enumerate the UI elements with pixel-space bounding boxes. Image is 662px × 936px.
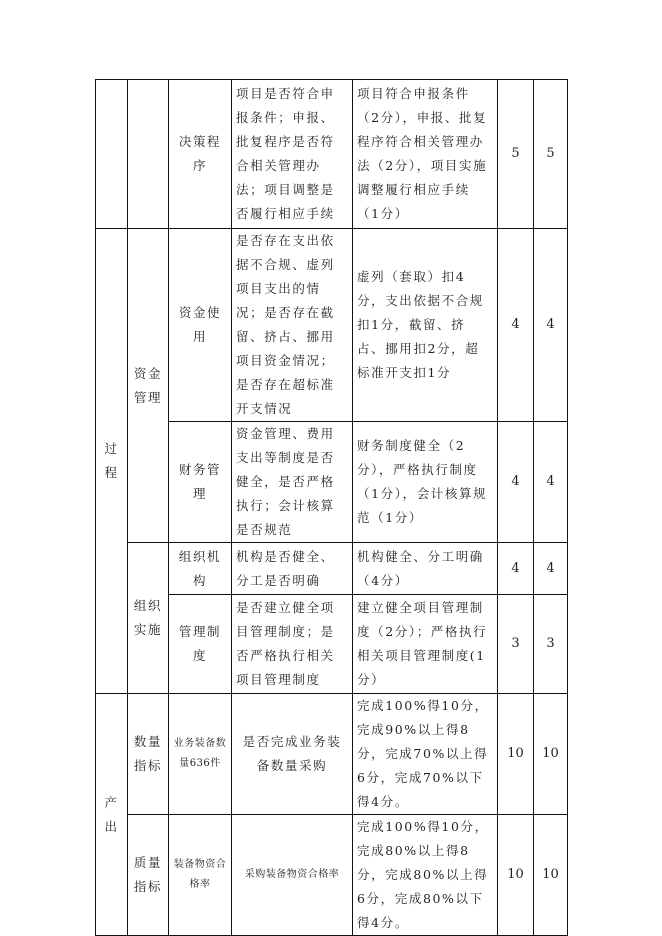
indicator-cell: 决策程序 [169,80,232,229]
level2-cell: 数量指标 [128,694,169,815]
criteria-cell: 财务制度健全（2分），严格执行制度（1分），会计核算规范（1分） [353,422,498,543]
table-row [96,543,568,595]
criteria-cell: 机构健全、分工明确（4分） [353,543,498,595]
score-cell: 5 [534,80,568,229]
score-cell: 4 [534,422,568,543]
weight-cell: 5 [498,80,534,229]
table-row [96,80,568,229]
weight-cell: 4 [498,543,534,595]
question-cell: 是否建立健全项目管理制度；是否严格执行相关项目管理制度 [232,595,353,694]
table-row [96,815,568,936]
score-cell: 4 [534,229,568,422]
table-row [96,229,568,422]
indicator-cell: 管理制度 [169,595,232,694]
level1-cell [96,80,128,229]
weight-cell: 4 [498,422,534,543]
indicator-cell: 装备物资合格率 [169,815,232,936]
table-row [96,694,568,815]
weight-cell: 10 [498,694,534,815]
criteria-cell: 完成100%得10分，完成90%以上得8分，完成70%以上得6分，完成70%以下得4分。 [353,694,498,815]
level2-cell [128,80,169,229]
question-cell: 机构是否健全、分工是否明确 [232,543,353,595]
level1-cell: 过程 [96,229,128,694]
criteria-cell: 完成100%得10分，完成80%以上得8分，完成80%以上得6分，完成80%以下得4分。 [353,815,498,936]
level2-cell: 组织实施 [128,543,169,694]
score-cell: 10 [534,694,568,815]
question-cell: 是否完成业务装备数量采购 [232,694,353,815]
indicator-cell: 组织机构 [169,543,232,595]
performance-evaluation-table [95,79,568,936]
criteria-cell: 项目符合申报条件（2分），申报、批复程序符合相关管理办法（2分），项目实施调整履行相应手续（1分） [353,80,498,229]
indicator-cell: 业务装备数量636件 [169,694,232,815]
criteria-cell: 虚列（套取）扣4分，支出依据不合规扣1分，截留、挤占、挪用扣2分，超标准开支扣1分 [353,229,498,422]
question-cell: 是否存在支出依据不合规、虚列项目支出的情况；是否存在截留、挤占、挪用项目资金情况；是否存在超标准开支情况 [232,229,353,422]
level2-cell: 质量指标 [128,815,169,936]
level1-cell: 产出 [96,694,128,936]
indicator-cell: 资金使用 [169,229,232,422]
score-cell: 3 [534,595,568,694]
weight-cell: 4 [498,229,534,422]
indicator-cell: 财务管理 [169,422,232,543]
level2-cell: 资金管理 [128,229,169,543]
question-cell: 采购装备物资合格率 [232,815,353,936]
criteria-cell: 建立健全项目管理制度（2分）；严格执行相关项目管理制度(1分） [353,595,498,694]
weight-cell: 3 [498,595,534,694]
score-cell: 4 [534,543,568,595]
question-cell: 资金管理、费用支出等制度是否健全，是否严格执行；会计核算是否规范 [232,422,353,543]
question-cell: 项目是否符合申报条件；申报、批复程序是否符合相关管理办法；项目调整是否履行相应手续 [232,80,353,229]
weight-cell: 10 [498,815,534,936]
score-cell: 10 [534,815,568,936]
